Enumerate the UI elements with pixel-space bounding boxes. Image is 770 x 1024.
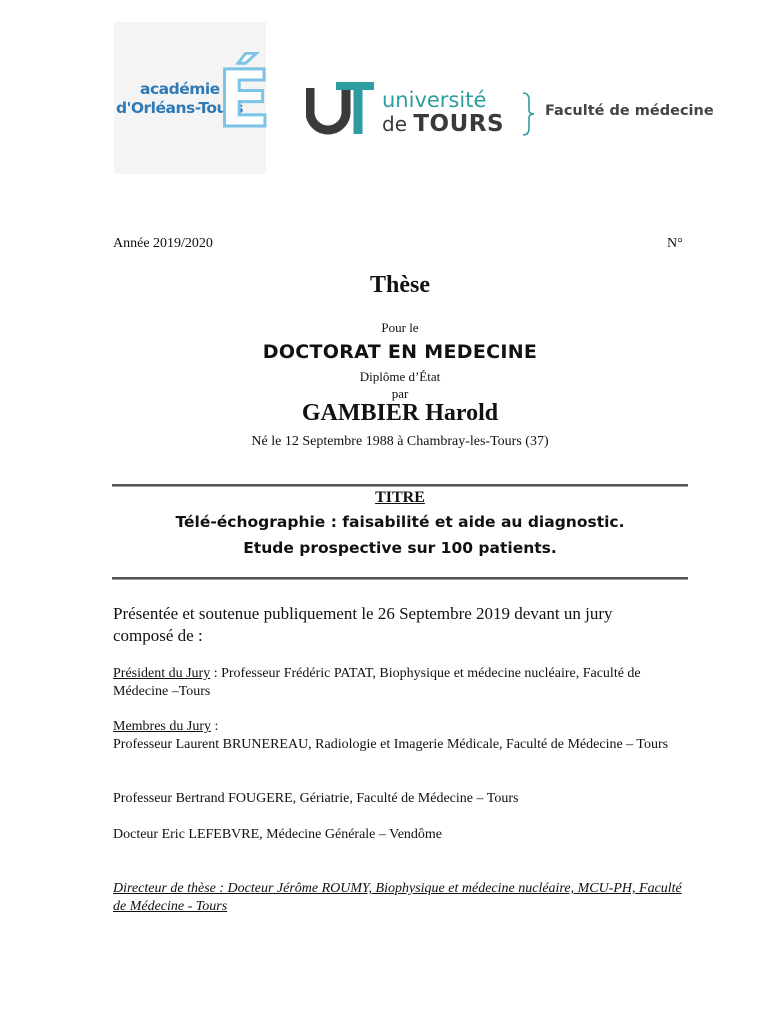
jury-member-3: Docteur Eric LEFEBVRE, Médecine Générale – Vendôme [113,827,443,842]
jury-members [113,718,688,754]
academie-line1: académie [140,80,220,98]
academie-e-letter: É [217,55,271,136]
defense-statement: Présentée et soutenue publiquement le 26 Septembre 2019 devant un jury composé de : [113,604,613,645]
diplome-etat: Diplôme d’État [359,369,441,384]
pour-le: Pour le [381,320,419,335]
universite-de: de [382,112,407,136]
members-colon: : [211,719,219,734]
universite-line2 [382,112,504,136]
author-name: GAMBIER Harold [301,400,499,426]
title-bottom-rule [112,577,688,580]
president-text: : Professeur Frédéric PATAT, Biophysique et médecine nucléaire, Faculté de Médecine –Tours [113,666,641,699]
universite-line1: université [382,88,487,112]
par-label: par [391,386,409,401]
jury-member-1: Professeur Laurent BRUNEREAU, Radiologie et Imagerie Médicale, Faculté de Médecine – Tours [113,737,669,752]
thesis-director: Directeur de thèse : Docteur Jérôme ROUMY, Biophysique et médecine nucléaire, MCU-PH, Faculté de Médecine - Tours [113,881,682,914]
title-top-rule [112,484,688,487]
thesis-title-line1: Télé-échographie : faisabilité et aide au diagnostic. [175,513,625,531]
faculte-label: Faculté de médecine [545,103,714,119]
jury-president [113,665,688,701]
academie-line2: d'Orléans-Tours [116,99,243,117]
universite-tours: TOURS [413,111,505,137]
president-label: Président du Jury [113,666,211,681]
academie-e-logo-icon [216,52,272,136]
thesis-title-line2: Etude prospective sur 100 patients. [243,539,557,557]
birth-info: Né le 12 Septembre 1988 à Chambray-les-Tours (37) [251,434,549,449]
academic-year: Année 2019/2020 [113,236,213,251]
brace-separator-icon [520,92,536,136]
jury-member-2: Professeur Bertrand FOUGERE, Gériatrie, Faculté de Médecine – Tours [113,791,519,806]
members-label: Membres du Jury [113,719,211,734]
titre-label: TITRE [375,489,425,506]
universite-name [382,88,504,136]
degree-title: DOCTORAT EN MEDECINE [262,341,538,363]
universite-ut-logo-icon [306,82,376,136]
these-heading: Thèse [370,272,430,298]
thesis-number: N° [667,236,683,251]
members-heading [113,718,688,736]
